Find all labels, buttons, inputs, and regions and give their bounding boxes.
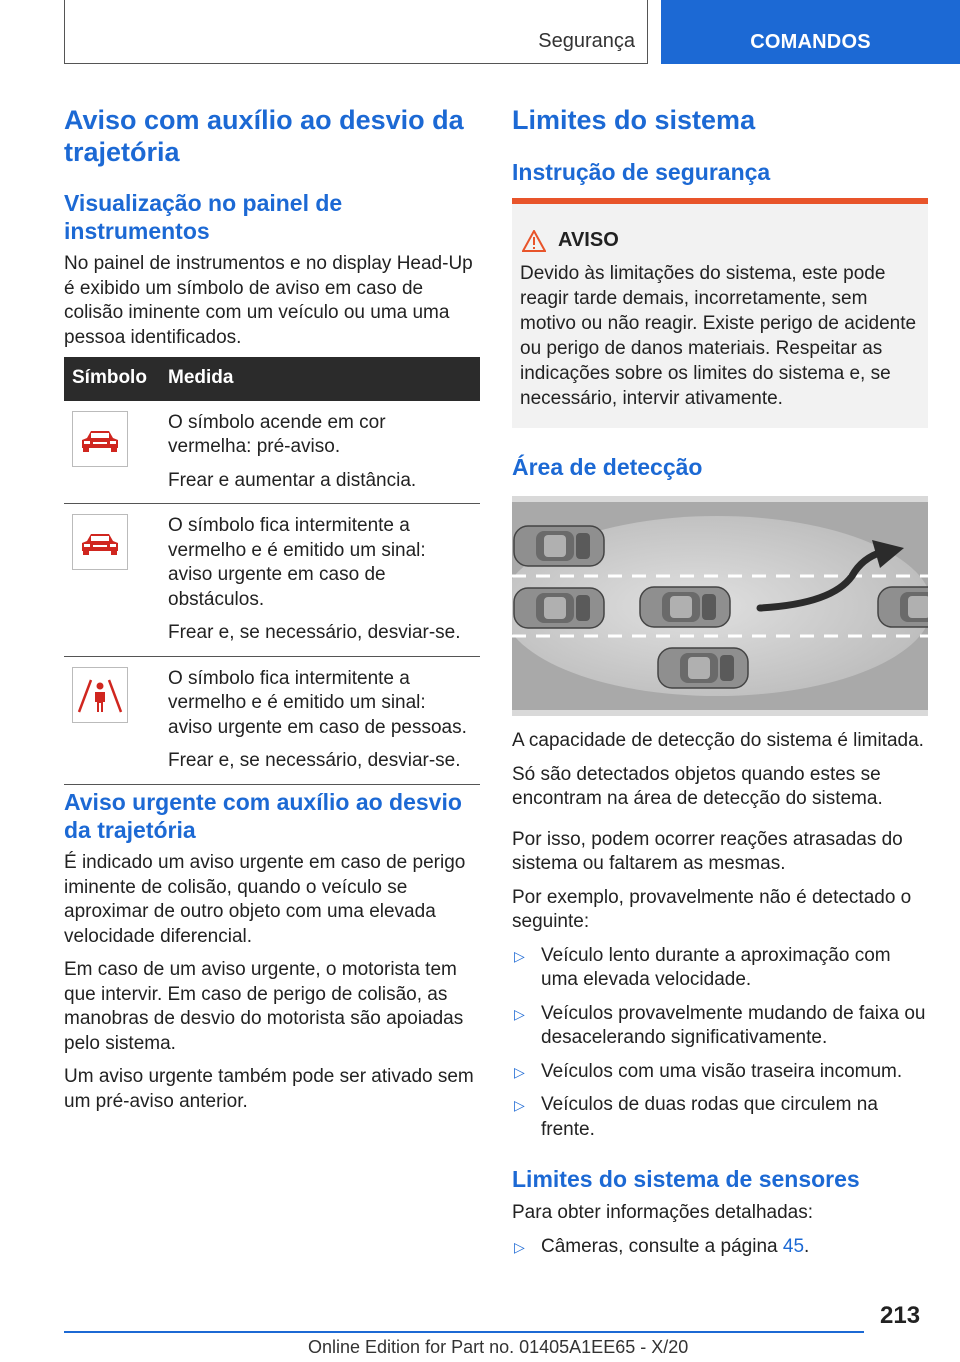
urgent-paragraph-1: É indicado um aviso urgente em caso de perigo iminente de colisão, quando o veículo se aproximar de outro objeto com uma elevada velocidade diferencial. <box>64 852 466 947</box>
list-item: ▷ Veículo lento durante a aproximação com uma elevada velocidade. <box>514 944 891 990</box>
intro-paragraph <box>64 252 480 359</box>
bullet-triangle-icon: ▷ <box>514 1238 525 1255</box>
detection-paragraph-2: Só são detectados objetos quando estes se encontram na área de detecção do sistema. <box>512 763 883 809</box>
pedestrian-warning-icon <box>72 667 128 723</box>
bullet-triangle-icon: ▷ <box>514 1005 525 1022</box>
row1-text1: O símbolo acende em cor vermelha: pré-aviso. <box>168 411 386 457</box>
page-title: Aviso com auxílio ao desvio da trajetória <box>64 105 464 167</box>
table-row <box>64 401 480 504</box>
warning-box <box>512 198 928 428</box>
detection-area-illustration <box>512 496 928 716</box>
detection-paragraph-1: A capacidade de detecção do sistema é limitada. <box>512 730 924 751</box>
bullet-triangle-icon: ▷ <box>514 1097 525 1113</box>
row3-text2: Frear e, se necessário, desviar-se. <box>168 750 461 771</box>
table-row <box>64 504 480 657</box>
warning-label: AVISO <box>558 229 619 251</box>
sensor-paragraph: Para obter informações detalhadas: <box>512 1202 814 1223</box>
intro-text: No painel de instrumentos e no display Head-Up é exibido um símbolo de aviso em caso de colisão iminente com um veículo ou uma uma pessoa identificados. <box>64 253 473 348</box>
header-section-box <box>64 0 648 64</box>
row2-text1: O símbolo fica intermitente a vermelho e é emitido um sinal: aviso urgente em caso de obstáculos. <box>168 515 426 610</box>
car-warning-red-icon <box>72 411 128 467</box>
detection-paragraph-3: Por isso, podem ocorrer reações atrasadas do sistema ou faltarem as mesmas. <box>512 828 903 874</box>
subheading-urgent-warning: Aviso urgente com auxílio ao desvio da trajetória <box>64 789 462 843</box>
section-label: Segurança <box>538 30 635 52</box>
list-item: ▷ Veículos provavelmente mudando de faixa ou desacelerando significativamente. <box>514 1002 926 1048</box>
subheading-sensor-limits: Limites do sistema de sensores <box>512 1166 860 1192</box>
sensor-limits-text <box>512 1201 932 1268</box>
symbol-table <box>64 357 480 785</box>
detection-area-text <box>512 729 932 1151</box>
urgent-warning-text <box>64 851 480 1123</box>
col-measure-header: Medida <box>160 357 480 401</box>
footer-edition: Online Edition for Part no. 01405A1EE65 - X/20 <box>308 1337 689 1357</box>
col-symbol-header: Símbolo <box>64 357 160 401</box>
list-item: ▷ Câmeras, consulte a página 45. <box>512 1235 932 1260</box>
row3-text1: O símbolo fica intermitente a vermelho e é emitido um sinal: aviso urgente em caso de pessoas. <box>168 667 467 738</box>
bullet-triangle-icon: ▷ <box>514 1063 525 1080</box>
chapter-tab[interactable]: COMANDOS <box>661 0 960 64</box>
page-number: 213 <box>880 1302 921 1329</box>
subheading-instrument-display: Visualização no painel de instrumentos <box>64 190 343 244</box>
urgent-paragraph-3: Um aviso urgente também pode ser ativado sem um pré-aviso anterior. <box>64 1066 474 1112</box>
urgent-paragraph-2: Em caso de um aviso urgente, o motorista tem que intervir. Em caso de perigo de colisão, as manobras de desvio do motorista são apoiadas pelo sistema. <box>64 959 464 1054</box>
row2-text2: Frear e, se necessário, desviar-se. <box>168 622 461 643</box>
bullet-triangle-icon: ▷ <box>514 947 525 964</box>
subheading-safety-instruction: Instrução de segurança <box>512 159 771 185</box>
footer-divider <box>64 1331 864 1333</box>
sensor-list <box>512 1235 932 1260</box>
detection-paragraph-4: Por exemplo, provavelmente não é detectado o seguinte: <box>512 886 912 932</box>
table-row <box>64 656 480 784</box>
list-item: ▷ Veículos de duas rodas que circulem na frente. <box>514 1094 878 1140</box>
row1-text2: Frear e aumentar a distância. <box>168 469 417 491</box>
undetected-list <box>512 944 932 1143</box>
car-warning-flashing-icon <box>72 514 128 570</box>
warning-text: Devido às limitações do sistema, este pode reagir tarde demais, incorretamente, sem motivo ou não reagir. Existe perigo de acidente ou perigo de danos materiais. Respeitar as indicações sobre os limites do sistema e, se necessário, intervir ativamente. <box>520 263 917 409</box>
warning-header <box>522 229 619 252</box>
section-title-system-limits: Limites do sistema <box>512 105 756 135</box>
warning-triangle-icon <box>522 230 546 252</box>
list-item: ▷ Veículos com uma visão traseira incomum. <box>512 1060 932 1085</box>
page-link[interactable]: 45 <box>782 1235 805 1257</box>
table-header-row <box>64 357 480 401</box>
subheading-detection-area: Área de detecção <box>512 454 703 480</box>
